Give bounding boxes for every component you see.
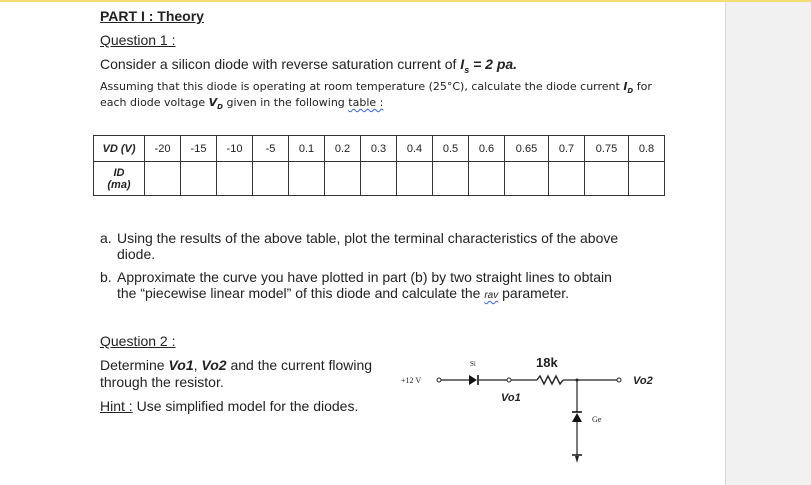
id-symbol: I bbox=[623, 80, 628, 93]
id-value-cell[interactable] bbox=[549, 162, 585, 196]
document-page bbox=[0, 2, 726, 485]
part-a-text bbox=[100, 230, 660, 262]
q2-line1-a: Determine bbox=[100, 357, 169, 373]
question1-text bbox=[100, 56, 517, 75]
q2-sep: , bbox=[193, 357, 202, 373]
vd-header bbox=[94, 136, 145, 162]
q1-text-suffix: = 2 pa. bbox=[469, 56, 518, 72]
id-value-cell[interactable] bbox=[505, 162, 549, 196]
vd-value-cell: 0.3 bbox=[361, 136, 397, 162]
vd-value-cell: 0.6 bbox=[469, 136, 505, 162]
q2-vo1: Vo1 bbox=[168, 357, 194, 373]
vd-subscript: D bbox=[217, 103, 223, 112]
vd-value-cell: -15 bbox=[181, 136, 217, 162]
supply-label: +12 V bbox=[401, 376, 422, 385]
vd-value-cell: -10 bbox=[217, 136, 253, 162]
question2-line1 bbox=[100, 357, 372, 373]
hint-text: Use simplified model for the diodes. bbox=[132, 398, 359, 414]
question2-line2: through the resistor. bbox=[100, 374, 224, 390]
vo2-terminal bbox=[617, 378, 621, 382]
supply-terminal bbox=[437, 378, 441, 382]
hint-label: Hint : bbox=[100, 398, 133, 414]
assume-line2-b: given in the following bbox=[222, 96, 349, 109]
part-a-label: a. bbox=[100, 230, 112, 246]
id-value-cell[interactable] bbox=[325, 162, 361, 196]
q2-line1-b: and the current flowing bbox=[226, 357, 373, 373]
assume-line1-b: for bbox=[633, 80, 652, 93]
assumption-line-2 bbox=[100, 96, 383, 111]
vd-value-cell: 0.8 bbox=[629, 136, 665, 162]
q1-text-prefix: Consider a silicon diode with reverse saturation current of bbox=[100, 56, 461, 72]
vd-value-cell: -5 bbox=[253, 136, 289, 162]
id-subscript: D bbox=[627, 87, 634, 96]
id-value-cell[interactable] bbox=[629, 162, 665, 196]
part-b-line2-b: parameter. bbox=[498, 285, 570, 301]
vd-header-label: VD (V) bbox=[102, 142, 136, 155]
id-value-cell[interactable] bbox=[433, 162, 469, 196]
is-subscript: s bbox=[464, 64, 470, 75]
hint-line bbox=[100, 398, 358, 414]
part-a-line1: Using the results of the above table, plot the terminal characteristics of the above bbox=[117, 230, 619, 246]
vd-value-cell: 0.1 bbox=[289, 136, 325, 162]
id-header-unit: (ma) bbox=[107, 178, 131, 191]
vo1-terminal bbox=[507, 378, 511, 382]
vo1-label: Vo1 bbox=[501, 392, 521, 404]
question1-title: Question 1 : bbox=[100, 32, 176, 48]
vd-value-cell: 0.2 bbox=[325, 136, 361, 162]
table-reference: table : bbox=[348, 96, 384, 109]
vd-value-cell: 0.5 bbox=[433, 136, 469, 162]
diode-data-table bbox=[93, 135, 665, 196]
diode-circuit bbox=[395, 352, 670, 472]
id-value-cell[interactable] bbox=[361, 162, 397, 196]
current-row bbox=[94, 162, 665, 196]
assume-line1-a: Assuming that this diode is operating at room temperature (25°C), calculate the diode current bbox=[100, 80, 624, 93]
id-value-cell[interactable] bbox=[253, 162, 289, 196]
ge-diode-icon bbox=[572, 413, 582, 422]
id-value-cell[interactable] bbox=[217, 162, 253, 196]
assumption-line-1 bbox=[100, 80, 652, 95]
id-header-label: ID bbox=[113, 166, 125, 179]
q2-vo2: Vo2 bbox=[201, 357, 227, 373]
part-title: PART I : Theory bbox=[100, 8, 204, 24]
part-b-line1: Approximate the curve you have plotted in part (b) by two straight lines to obtain bbox=[117, 269, 612, 285]
id-value-cell[interactable] bbox=[181, 162, 217, 196]
si-label: Si bbox=[470, 360, 476, 368]
rav-symbol: rav bbox=[484, 290, 499, 301]
vd-value-cell: -20 bbox=[145, 136, 181, 162]
id-value-cell[interactable] bbox=[585, 162, 629, 196]
ge-label: Ge bbox=[592, 415, 602, 424]
vd-value-cell: 0.75 bbox=[585, 136, 629, 162]
vd-value-cell: 0.7 bbox=[549, 136, 585, 162]
resistor-label: 18k bbox=[536, 355, 558, 370]
resistor-icon bbox=[537, 376, 563, 384]
part-b-label: b. bbox=[100, 269, 112, 285]
part-b-text bbox=[100, 269, 660, 301]
voltage-row bbox=[94, 136, 665, 162]
part-b-line2-a: the “piecewise linear model” of this diode and calculate the bbox=[117, 285, 485, 301]
vo2-label: Vo2 bbox=[633, 375, 653, 387]
ground-arrow bbox=[575, 456, 579, 463]
id-value-cell[interactable] bbox=[145, 162, 181, 196]
question2-title: Question 2 : bbox=[100, 333, 176, 349]
vd-value-cell: 0.65 bbox=[505, 136, 549, 162]
id-header bbox=[94, 162, 145, 196]
vd-value-cell: 0.4 bbox=[397, 136, 433, 162]
id-value-cell[interactable] bbox=[469, 162, 505, 196]
si-diode-icon bbox=[469, 375, 477, 385]
id-value-cell[interactable] bbox=[397, 162, 433, 196]
vd-symbol: V bbox=[208, 96, 218, 109]
part-a-line2: diode. bbox=[117, 246, 156, 262]
assume-line2-a: each diode voltage bbox=[100, 96, 209, 109]
is-symbol: I bbox=[460, 56, 465, 72]
id-value-cell[interactable] bbox=[289, 162, 325, 196]
